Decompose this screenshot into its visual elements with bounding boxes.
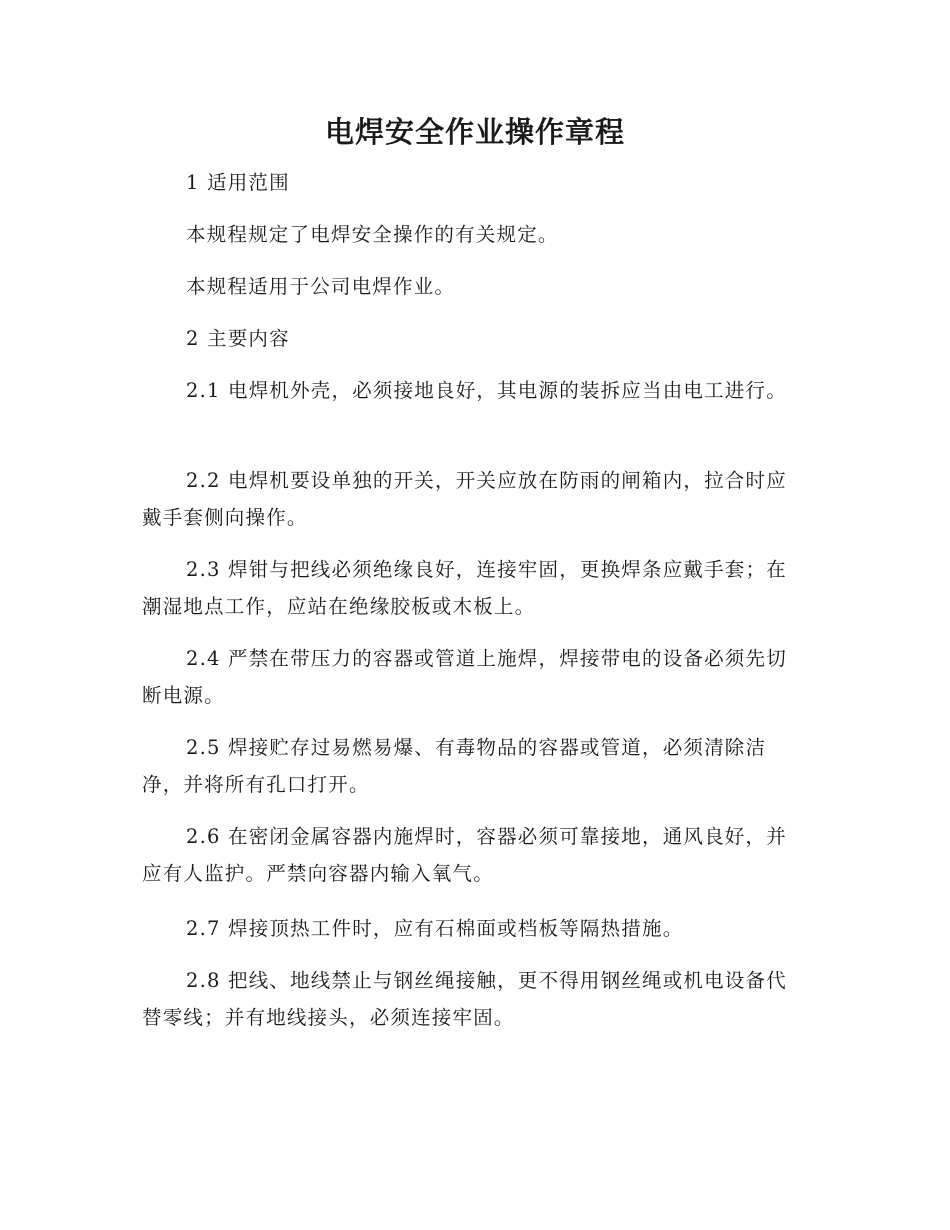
clause-2-5: 2.5 焊接贮存过易燃易爆、有毒物品的容器或管道，必须清除洁净，并将所有孔口打开。 <box>142 736 767 796</box>
clause-2-7: 2.7 焊接顶热工件时，应有石棉面或档板等隔热措施。 <box>186 917 684 940</box>
section-heading-scope: 1 适用范围 <box>186 171 290 194</box>
paragraph: 本规程规定了电焊安全操作的有关规定。 <box>186 223 559 246</box>
clause-2-4: 2.4 严禁在带压力的容器或管道上施焊，焊接带电的设备必须先切断电源。 <box>142 647 787 707</box>
paragraph: 本规程适用于公司电焊作业。 <box>186 275 456 298</box>
clause-2-2: 2.2 电焊机要设单独的开关，开关应放在防雨的闸箱内，拉合时应戴手套侧向操作。 <box>142 469 787 529</box>
clause-2-1: 2.1 电焊机外壳，必须接地良好，其电源的装拆应当由电工进行。 <box>186 379 787 402</box>
section-heading-main-content: 2 主要内容 <box>186 327 290 350</box>
clause-2-3: 2.3 焊钳与把线必须绝缘良好，连接牢固，更换焊条应戴手套；在潮湿地点工作，应站在绝缘胶板或木板上。 <box>142 558 787 618</box>
clause-2-8: 2.8 把线、地线禁止与钢丝绳接触，更不得用钢丝绳或机电设备代替零线；并有地线接头，必须连接牢固。 <box>142 969 787 1029</box>
document-title: 电焊安全作业操作章程 <box>324 115 625 149</box>
clause-2-6: 2.6 在密闭金属容器内施焊时，容器必须可靠接地，通风良好，并应有人监护。严禁向容器内输入氧气。 <box>142 825 787 885</box>
